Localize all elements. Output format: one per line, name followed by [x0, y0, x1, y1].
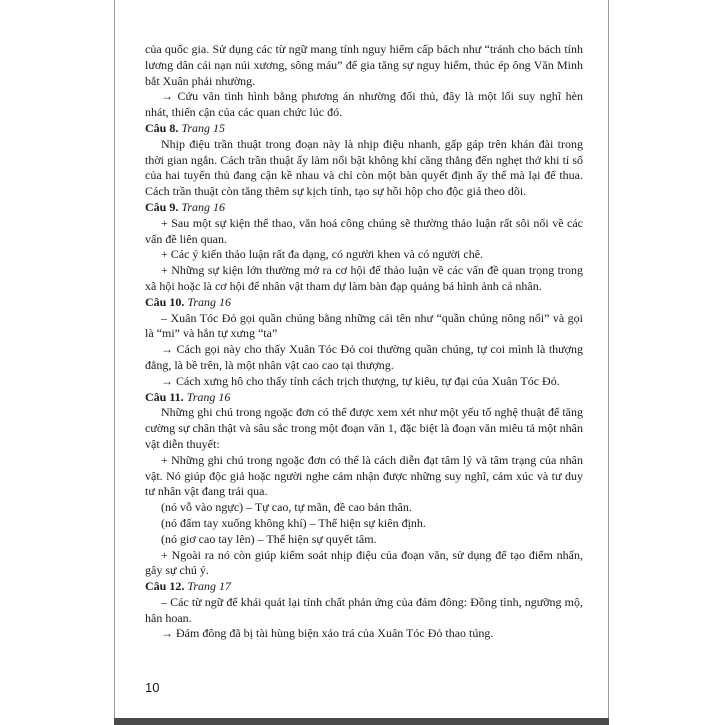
body-paragraph: – Xuân Tóc Đỏ gọi quần chúng bằng những cái tên như “quần chúng nông nổi” và gọi là “mi” và hắn tự xưng “ta” [145, 310, 583, 341]
body-paragraph: (nó đấm tay xuống không khí) – Thể hiện sự kiên định. [161, 515, 426, 530]
question-page-ref: Trang 16 [181, 199, 226, 214]
body-paragraph: → Cứu vãn tình hình bằng phương án nhường đối thủ, đây là một lối suy nghĩ hèn nhát, thiển cận của các quan chức lúc đó. [145, 89, 583, 120]
page-bottom-edge [114, 718, 609, 725]
question-page-ref: Trang 16 [186, 389, 231, 404]
body-paragraph: + Các ý kiến thảo luận rất đa dạng, có người khen và có người chê. [161, 247, 484, 262]
question-heading [145, 579, 583, 595]
question-page-ref: Trang 17 [187, 579, 232, 594]
question-heading [145, 121, 583, 137]
question-heading [145, 390, 583, 406]
question-page-ref: Trang 16 [187, 294, 232, 309]
body-paragraph: – Các từ ngữ để khái quát lại tính chất phản ứng của đám đông: Đồng tình, ngưỡng mộ, hân hoan. [145, 594, 583, 625]
question-number: Câu 11. [145, 389, 184, 404]
body-paragraph: + Sau một sự kiện thể thao, văn hoá công chúng sẽ thường thảo luận rất sôi nổi về các vấn đề liên quan. [145, 215, 583, 246]
body-paragraph: + Những sự kiện lớn thường mở ra cơ hội để thảo luận về các vấn đề quan trọng trong xã hội hoặc là cơ hội để nhân vật tham dự làm bàn đạp quảng bá hình ảnh cá nhân. [145, 263, 583, 293]
body-paragraph: → Cách xưng hô cho thấy tính cách trịch thượng, tự kiêu, tự đại của Xuân Tóc Đỏ. [161, 373, 560, 388]
question-heading [145, 295, 583, 311]
question-number: Câu 12. [145, 579, 185, 594]
body-paragraph: Nhịp điệu trần thuật trong đoạn này là nhịp điệu nhanh, gấp gáp trên khán đài trong thời gian ngắn. Cách trần thuật ấy làm nổi bật không khí căng thẳng đến nghẹt thở khi tỉ số của hai tuyển thủ đang cận kề nhau và chỉ còn một bàn quyết định ấy thế mà lại để thua. Cách trần thuật còn tăng thêm sự kịch tính, tạo sự hồi hộp cho độc giả theo dõi. [145, 136, 583, 199]
body-paragraph: của quốc gia. Sử dụng các từ ngữ mang tính nguy hiểm cấp bách như “tránh cho bách tính lương dân cái nạn núi xương, sông máu” để gia tăng sự nguy hiểm, thúc ép ông Văn Minh bắt Xuân phải nhường. [145, 42, 583, 88]
page-number: 10 [145, 680, 160, 695]
question-number: Câu 8. [145, 120, 179, 135]
question-heading [145, 200, 583, 216]
body-paragraph: + Ngoài ra nó còn giúp kiểm soát nhịp điệu của đoạn văn, sử dụng để tạo điểm nhấn, gây sự chú ý. [145, 547, 583, 578]
question-number: Câu 10. [145, 294, 185, 309]
body-paragraph: Những ghi chú trong ngoặc đơn có thể được xem xét như một yếu tố nghệ thuật để tăng cường sự chân thật và sâu sắc trong một đoạn văn 1, đặc biệt là đoạn văn miêu tả một nhân vật diễn thuyết: [145, 405, 583, 451]
book-page [114, 0, 609, 725]
body-paragraph: (nó vỗ vào ngực) – Tự cao, tự mãn, đề cao bản thân. [161, 500, 412, 515]
question-page-ref: Trang 15 [181, 120, 226, 135]
body-paragraph: + Những ghi chú trong ngoặc đơn có thể là cách diễn đạt tâm lý và tâm trạng của nhân vật. Nó giúp độc giả hoặc người nghe cảm nhận được những suy nghĩ, cảm xúc và tư duy tư nhân vật đang trải qua. [145, 452, 583, 499]
page-content [145, 42, 583, 642]
question-number: Câu 9. [145, 199, 179, 214]
body-paragraph: → Đám đông đã bị tài hùng biện xảo trá của Xuân Tóc Đỏ thao túng. [161, 626, 494, 641]
body-paragraph: (nó giơ cao tay lên) – Thể hiện sự quyết tâm. [161, 531, 377, 546]
body-paragraph: → Cách gọi này cho thấy Xuân Tóc Đỏ coi thường quần chúng, tự coi mình là thượng đẳng, là bề trên, là một nhân vật cao cao tại thượng. [145, 342, 583, 372]
